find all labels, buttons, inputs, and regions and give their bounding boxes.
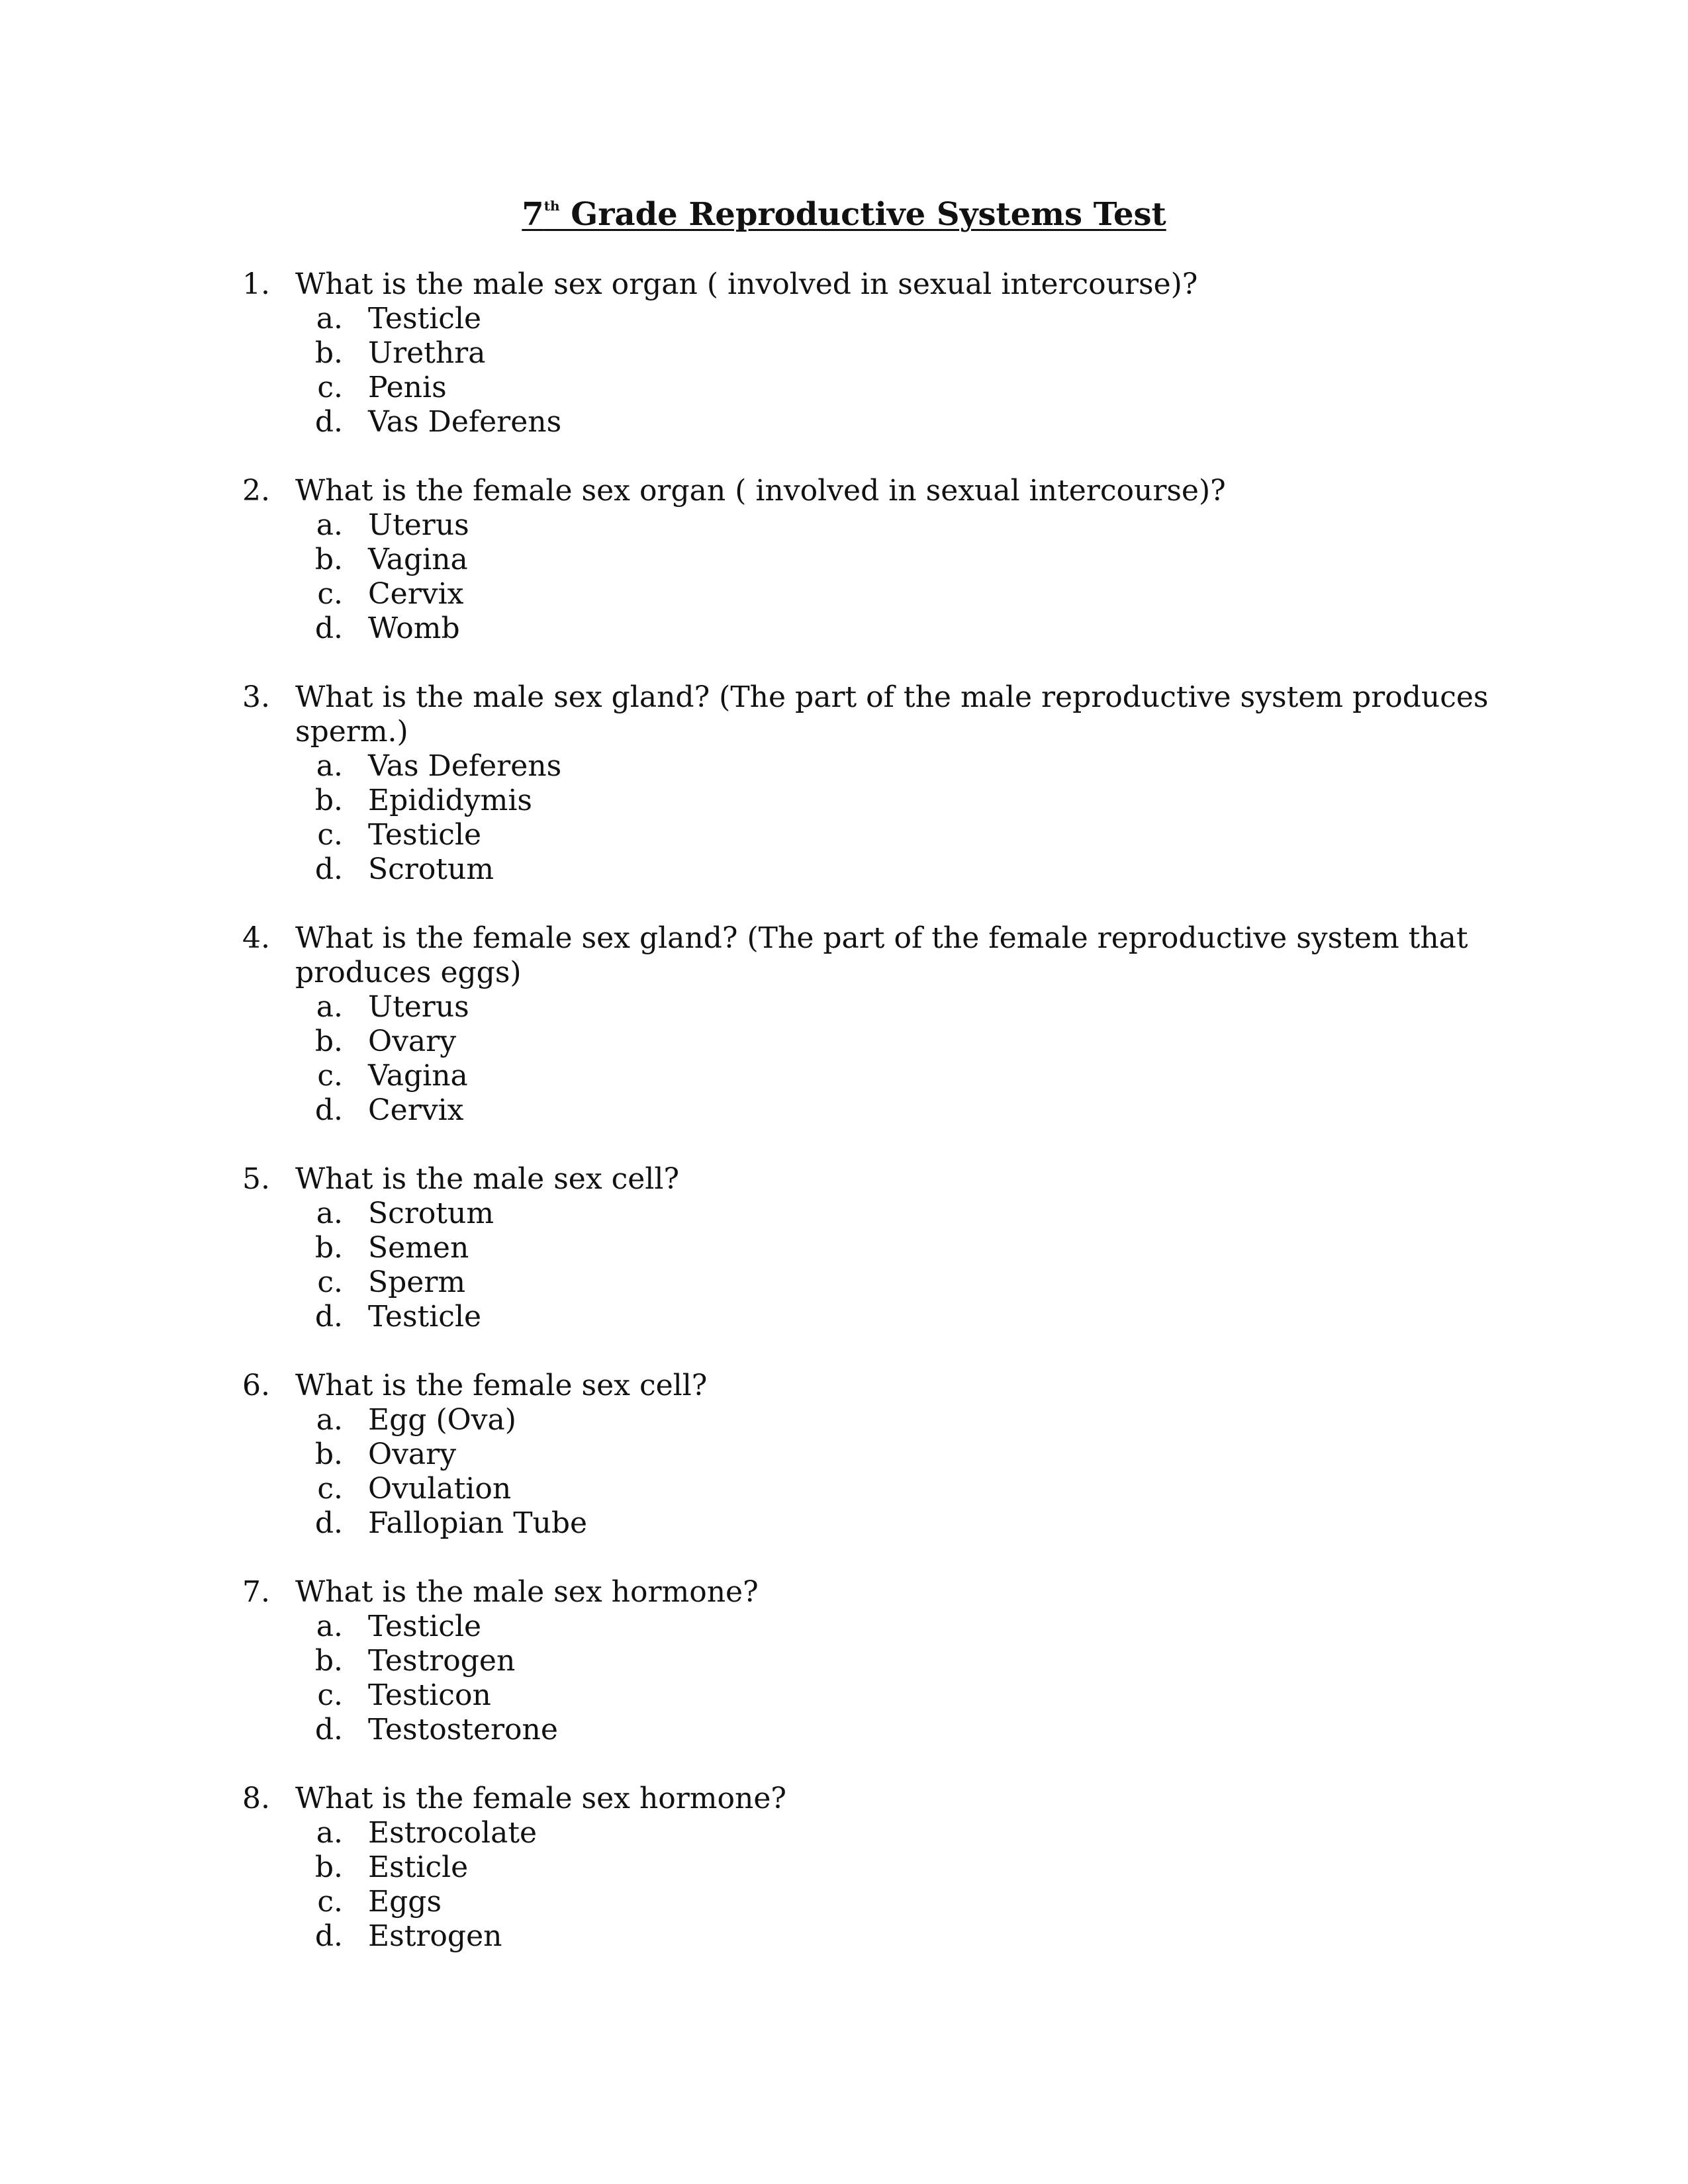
answer-options [242,749,1500,887]
option-letter: c. [317,818,343,852]
option-text: Vas Deferens [368,405,562,439]
answer-options [242,1403,1500,1541]
question-number: 1. [242,267,270,301]
question-text: What is the male sex gland? (The part of the male reproductive system produces sperm.) [295,680,1489,749]
option-letter: c. [317,1265,343,1299]
option-text: Testicle [368,1300,482,1334]
option-letter: d. [314,1713,343,1747]
answer-option [242,818,1500,852]
question-3 [242,680,1500,887]
question-row [242,1575,1500,1610]
option-text: Estrogen [368,1919,502,1953]
answer-option [242,1678,1500,1713]
answer-option [242,749,1500,784]
question-text: What is the female sex organ ( involved in sexual intercourse)? [295,474,1226,508]
option-text: Testrogen [368,1644,516,1678]
option-letter: b. [314,1231,343,1265]
answer-option [242,371,1500,405]
question-number: 6. [242,1369,270,1402]
answer-option [242,1472,1500,1506]
answer-option [242,1644,1500,1678]
answer-option [242,543,1500,577]
question-2 [242,474,1500,646]
answer-option [242,1093,1500,1128]
title-text: Grade Reproductive Systems Test [559,196,1166,233]
option-text: Penis [368,371,447,404]
option-text: Uterus [368,508,469,542]
question-row [242,680,1500,749]
option-text: Uterus [368,990,469,1024]
question-text: What is the male sex organ ( involved in sexual intercourse)? [295,267,1198,301]
answer-option [242,1300,1500,1334]
answer-option [242,990,1500,1024]
question-number: 2. [242,474,270,508]
option-letter: b. [314,1850,343,1884]
answer-option [242,1506,1500,1541]
option-letter: a. [316,1816,343,1850]
option-letter: c. [317,371,343,404]
option-text: Testosterone [368,1713,558,1747]
option-letter: a. [316,749,343,783]
question-number: 5. [242,1162,270,1196]
question-6 [242,1369,1500,1541]
option-letter: b. [314,1024,343,1058]
question-row [242,921,1500,990]
option-letter: a. [316,1610,343,1643]
option-text: Ovary [368,1437,457,1471]
option-letter: b. [314,784,343,817]
question-number: 3. [242,680,270,714]
answer-options [242,1197,1500,1334]
option-letter: d. [314,405,343,439]
answer-option [242,1403,1500,1437]
title-grade-number: 7 [522,196,544,233]
answer-option [242,1231,1500,1265]
option-text: Womb [368,612,460,645]
answer-option [242,302,1500,336]
option-text: Scrotum [368,852,494,886]
option-letter: d. [314,1300,343,1334]
option-text: Epididymis [368,784,532,817]
option-letter: c. [317,1059,343,1093]
answer-option [242,852,1500,887]
answer-option [242,405,1500,439]
option-text: Cervix [368,577,464,611]
option-text: Vagina [368,543,468,576]
question-row [242,474,1500,508]
question-number: 7. [242,1575,270,1609]
answer-option [242,1437,1500,1472]
answer-option [242,508,1500,543]
option-letter: d. [314,852,343,886]
answer-option [242,784,1500,818]
option-text: Sperm [368,1265,466,1299]
question-7 [242,1575,1500,1747]
option-letter: d. [314,1919,343,1953]
option-text: Ovulation [368,1472,512,1506]
option-letter: a. [316,302,343,336]
option-text: Testicle [368,1610,482,1643]
answer-option [242,1816,1500,1850]
option-letter: c. [317,1885,343,1919]
question-text: What is the male sex cell? [295,1162,680,1196]
option-letter: d. [314,1093,343,1127]
option-letter: a. [316,1197,343,1230]
option-text: Vagina [368,1059,468,1093]
question-number: 8. [242,1782,270,1815]
question-list [242,267,1500,1988]
option-letter: b. [314,1437,343,1471]
question-5 [242,1162,1500,1334]
answer-option [242,1713,1500,1747]
answer-option [242,1919,1500,1954]
option-text: Testicle [368,302,482,336]
question-row [242,1369,1500,1403]
question-row [242,1162,1500,1197]
option-letter: d. [314,1506,343,1540]
answer-options [242,1816,1500,1954]
option-letter: c. [317,1678,343,1712]
answer-option [242,1265,1500,1300]
answer-option [242,1610,1500,1644]
answer-option [242,1197,1500,1231]
question-4 [242,921,1500,1128]
option-text: Cervix [368,1093,464,1127]
option-letter: c. [317,577,343,611]
option-text: Egg (Ova) [368,1403,516,1437]
option-text: Testicle [368,818,482,852]
option-text: Testicon [368,1678,491,1712]
option-letter: d. [314,612,343,645]
answer-options [242,302,1500,439]
option-letter: c. [317,1472,343,1506]
answer-options [242,1610,1500,1747]
question-8 [242,1782,1500,1954]
answer-option [242,612,1500,646]
option-letter: b. [314,543,343,576]
answer-option [242,1059,1500,1093]
title-grade-suffix: th [543,198,560,214]
option-text: Semen [368,1231,469,1265]
option-letter: b. [314,336,343,370]
answer-options [242,990,1500,1128]
option-text: Urethra [368,336,486,370]
option-text: Vas Deferens [368,749,562,783]
question-text: What is the female sex gland? (The part of the female reproductive system that produces eggs) [295,921,1468,989]
question-row [242,267,1500,302]
option-text: Eggs [368,1885,442,1919]
answer-options [242,508,1500,646]
question-text: What is the female sex hormone? [295,1782,786,1815]
option-letter: a. [316,508,343,542]
option-text: Scrotum [368,1197,494,1230]
option-text: Esticle [368,1850,469,1884]
answer-option [242,1885,1500,1919]
option-letter: a. [316,990,343,1024]
question-1 [242,267,1500,439]
question-text: What is the female sex cell? [295,1369,708,1402]
question-text: What is the male sex hormone? [295,1575,759,1609]
question-number: 4. [242,921,270,955]
question-row [242,1782,1500,1816]
answer-option [242,1024,1500,1059]
page-title [0,193,1688,236]
option-text: Ovary [368,1024,457,1058]
option-text: Fallopian Tube [368,1506,588,1540]
option-text: Estrocolate [368,1816,538,1850]
answer-option [242,1850,1500,1885]
option-letter: b. [314,1644,343,1678]
option-letter: a. [316,1403,343,1437]
answer-option [242,336,1500,371]
answer-option [242,577,1500,612]
